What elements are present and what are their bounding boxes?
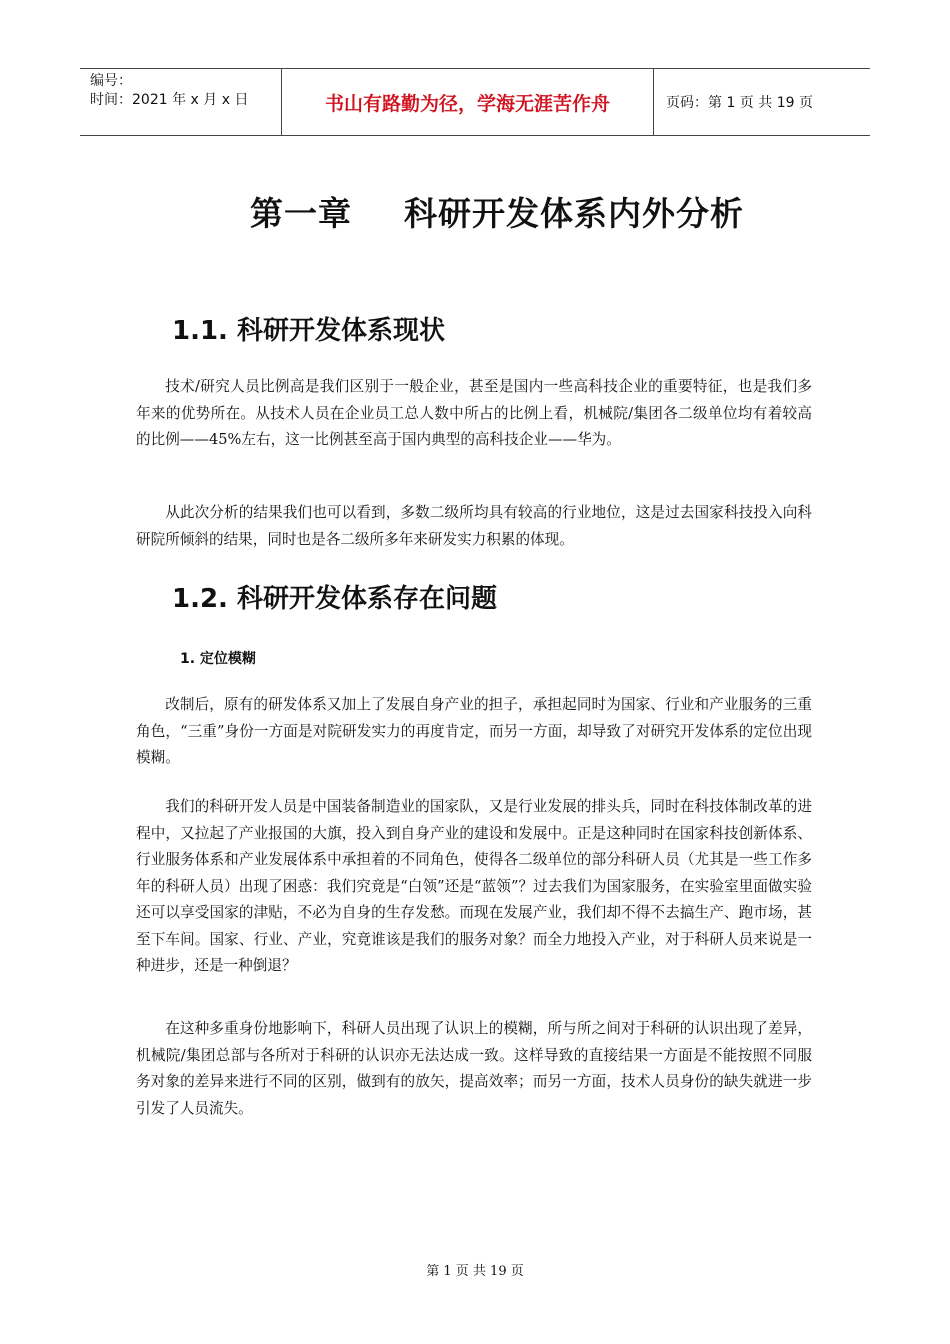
header-page-info: 页码：第 1 页 共 19 页 — [666, 95, 813, 111]
date-label: 时间：2021 年 x 月 x 日 — [90, 92, 249, 108]
section-heading: 1.1. 科研开发体系现状 — [172, 316, 445, 346]
subheading: 1. 定位模糊 — [180, 651, 256, 667]
chapter-name: 科研开发体系内外分析 — [404, 194, 744, 233]
paragraph: 技术/研究人员比例高是我们区别于一般企业，甚至是国内一些高科技企业的重要特征，也是我们多年来的优势所在。从技术人员在企业员工总人数中所占的比例上看，机械院/集团各二级单位均有着较高的比例——45%左右，这一比例甚至高于国内典型的高科技企业——华为。 — [136, 378, 812, 448]
paragraph: 我们的科研开发人员是中国装备制造业的国家队，又是行业发展的排头兵，同时在科技体制改革的进程中，又拉起了产业报国的大旗，投入到自身产业的建设和发展中。正是这种同时在国家科技创新体系、行业服务体系和产业发展体系中承担着的不同角色，使得各二级单位的部分科研人员（尤其是一些工作多年的科研人员）出现了困惑：我们究竟是“白领”还是“蓝领”？过去我们为国家服务，在实验室里面做实验还可以享受国家的津贴，不必为自身的生存发愁。而现在发展产业，我们却不得不去搞生产、跑市场，甚至下车间。国家、行业、产业，究竟谁该是我们的服务对象？而全力地投入产业，对于科研人员来说是一种进步，还是一种倒退？ — [136, 798, 812, 974]
chapter-number: 第一章 — [250, 194, 352, 233]
header-motto: 书山有路勤为径，学海无涯苦作舟 — [282, 69, 654, 135]
section-heading: 1.2. 科研开发体系存在问题 — [172, 584, 497, 614]
chapter-title — [250, 188, 870, 235]
paragraph: 改制后，原有的研发体系又加上了发展自身产业的担子，承担起同时为国家、行业和产业服务的三重角色，“三重”身份一方面是对院研发实力的再度肯定，而另一方面，却导致了对研究开发体系的定位出现模糊。 — [136, 696, 812, 766]
header-meta — [80, 69, 282, 135]
page-header — [80, 68, 870, 136]
page-footer: 第 1 页 共 19 页 — [426, 1264, 524, 1279]
paragraph: 在这种多重身份地影响下，科研人员出现了认识上的模糊，所与所之间对于科研的认识出现了差异，机械院/集团总部与各所对于科研的认识亦无法达成一致。这样导致的直接结果一方面是不能按照不同服务对象的差异来进行不同的区别，做到有的放矢，提高效率；而另一方面，技术人员身份的缺失就进一步引发了人员流失。 — [136, 1020, 812, 1117]
paragraph: 从此次分析的结果我们也可以看到，多数二级所均具有较高的行业地位，这是过去国家科技投入向科研院所倾斜的结果，同时也是各二级所多年来研发实力积累的体现。 — [136, 504, 812, 548]
doc-number-label: 编号： — [90, 73, 132, 89]
